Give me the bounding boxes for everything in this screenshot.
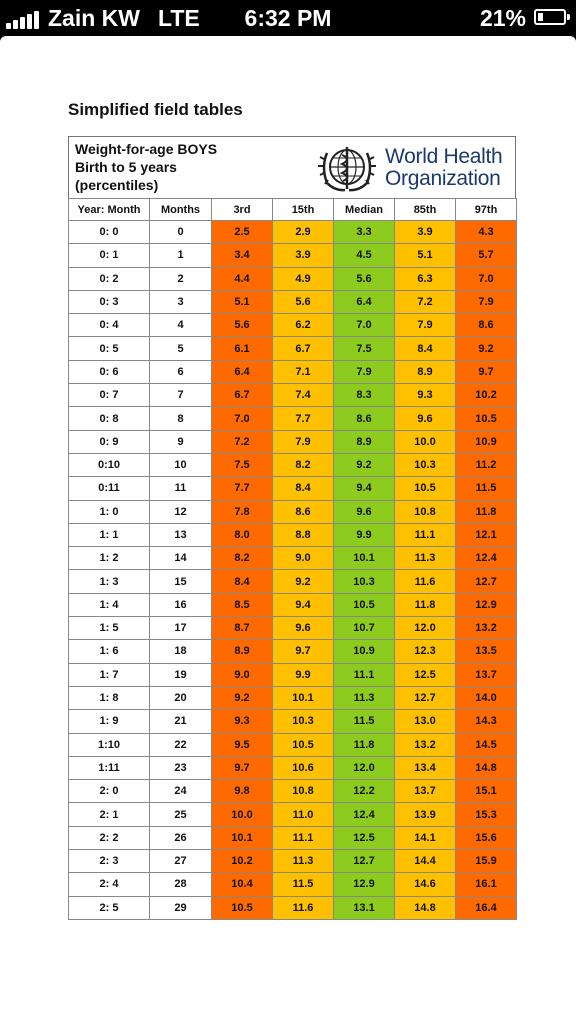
percentile-97th-cell: 10.2 bbox=[456, 384, 517, 407]
age-year-month-cell: 0: 7 bbox=[69, 384, 150, 407]
table-row bbox=[69, 640, 517, 663]
percentile-3rd-cell: 10.4 bbox=[212, 873, 273, 896]
age-months-cell: 5 bbox=[150, 337, 212, 360]
age-year-month-cell: 0: 4 bbox=[69, 314, 150, 337]
percentile-3rd-cell: 9.7 bbox=[212, 756, 273, 779]
age-months-cell: 11 bbox=[150, 477, 212, 500]
age-months-cell: 24 bbox=[150, 780, 212, 803]
percentile-97th-cell: 15.1 bbox=[456, 780, 517, 803]
who-logo bbox=[315, 143, 511, 195]
percentile-3rd-cell: 10.1 bbox=[212, 826, 273, 849]
median-cell: 10.9 bbox=[334, 640, 395, 663]
percentile-85th-cell: 13.2 bbox=[395, 733, 456, 756]
percentile-97th-cell: 12.4 bbox=[456, 547, 517, 570]
age-months-cell: 1 bbox=[150, 244, 212, 267]
percentile-97th-cell: 15.6 bbox=[456, 826, 517, 849]
age-year-month-cell: 1: 7 bbox=[69, 663, 150, 686]
age-months-cell: 18 bbox=[150, 640, 212, 663]
table-title-line: (percentiles) bbox=[75, 177, 159, 193]
percentile-85th-cell: 11.1 bbox=[395, 523, 456, 546]
document-viewer[interactable] bbox=[0, 36, 576, 1024]
percentile-85th-cell: 12.3 bbox=[395, 640, 456, 663]
percentile-15th-cell: 10.8 bbox=[273, 780, 334, 803]
median-cell: 13.1 bbox=[334, 896, 395, 919]
percentile-97th-cell: 9.2 bbox=[456, 337, 517, 360]
table-row bbox=[69, 896, 517, 919]
percentile-3rd-cell: 5.1 bbox=[212, 290, 273, 313]
table-row bbox=[69, 873, 517, 896]
column-header: 3rd bbox=[212, 199, 273, 221]
median-cell: 7.5 bbox=[334, 337, 395, 360]
table-row bbox=[69, 803, 517, 826]
age-months-cell: 4 bbox=[150, 314, 212, 337]
median-cell: 9.4 bbox=[334, 477, 395, 500]
percentile-85th-cell: 13.7 bbox=[395, 780, 456, 803]
column-header: Months bbox=[150, 199, 212, 221]
age-months-cell: 27 bbox=[150, 850, 212, 873]
percentile-15th-cell: 9.2 bbox=[273, 570, 334, 593]
percentile-97th-cell: 5.7 bbox=[456, 244, 517, 267]
table-title-line: Weight-for-age BOYS bbox=[75, 141, 218, 157]
percentile-85th-cell: 14.6 bbox=[395, 873, 456, 896]
table-row bbox=[69, 221, 517, 244]
age-months-cell: 6 bbox=[150, 360, 212, 383]
percentile-85th-cell: 7.2 bbox=[395, 290, 456, 313]
age-months-cell: 19 bbox=[150, 663, 212, 686]
median-cell: 9.9 bbox=[334, 523, 395, 546]
percentile-85th-cell: 3.9 bbox=[395, 221, 456, 244]
table-row bbox=[69, 593, 517, 616]
table-row bbox=[69, 500, 517, 523]
percentile-15th-cell: 6.7 bbox=[273, 337, 334, 360]
age-year-month-cell: 2: 1 bbox=[69, 803, 150, 826]
percentile-3rd-cell: 10.0 bbox=[212, 803, 273, 826]
median-cell: 5.6 bbox=[334, 267, 395, 290]
percentile-97th-cell: 11.8 bbox=[456, 500, 517, 523]
median-cell: 10.1 bbox=[334, 547, 395, 570]
table-row bbox=[69, 663, 517, 686]
percentile-15th-cell: 11.1 bbox=[273, 826, 334, 849]
percentile-85th-cell: 13.0 bbox=[395, 710, 456, 733]
percentile-3rd-cell: 6.7 bbox=[212, 384, 273, 407]
table-row bbox=[69, 570, 517, 593]
percentile-15th-cell: 11.5 bbox=[273, 873, 334, 896]
median-cell: 12.0 bbox=[334, 756, 395, 779]
percentile-15th-cell: 6.2 bbox=[273, 314, 334, 337]
age-months-cell: 7 bbox=[150, 384, 212, 407]
age-year-month-cell: 2: 5 bbox=[69, 896, 150, 919]
age-months-cell: 2 bbox=[150, 267, 212, 290]
percentile-97th-cell: 11.5 bbox=[456, 477, 517, 500]
age-year-month-cell: 2: 3 bbox=[69, 850, 150, 873]
percentile-3rd-cell: 7.0 bbox=[212, 407, 273, 430]
percentile-15th-cell: 2.9 bbox=[273, 221, 334, 244]
median-cell: 11.8 bbox=[334, 733, 395, 756]
age-months-cell: 10 bbox=[150, 453, 212, 476]
percentile-85th-cell: 13.9 bbox=[395, 803, 456, 826]
median-cell: 12.2 bbox=[334, 780, 395, 803]
percentile-97th-cell: 11.2 bbox=[456, 453, 517, 476]
document-heading: Simplified field tables bbox=[68, 100, 243, 119]
percentile-97th-cell: 13.2 bbox=[456, 617, 517, 640]
column-header: 97th bbox=[456, 199, 517, 221]
median-cell: 8.9 bbox=[334, 430, 395, 453]
percentile-15th-cell: 8.4 bbox=[273, 477, 334, 500]
who-emblem-icon bbox=[315, 143, 379, 195]
percentile-97th-cell: 14.5 bbox=[456, 733, 517, 756]
percentile-97th-cell: 12.7 bbox=[456, 570, 517, 593]
age-year-month-cell: 1: 8 bbox=[69, 686, 150, 709]
column-header: Year: Month bbox=[69, 199, 150, 221]
age-months-cell: 26 bbox=[150, 826, 212, 849]
percentile-3rd-cell: 7.5 bbox=[212, 453, 273, 476]
percentile-3rd-cell: 9.5 bbox=[212, 733, 273, 756]
median-cell: 11.1 bbox=[334, 663, 395, 686]
percentile-85th-cell: 14.4 bbox=[395, 850, 456, 873]
percentile-15th-cell: 9.0 bbox=[273, 547, 334, 570]
table-row bbox=[69, 360, 517, 383]
percentile-97th-cell: 7.9 bbox=[456, 290, 517, 313]
median-cell: 9.6 bbox=[334, 500, 395, 523]
table-row bbox=[69, 384, 517, 407]
percentile-97th-cell: 14.0 bbox=[456, 686, 517, 709]
column-header: 15th bbox=[273, 199, 334, 221]
percentile-85th-cell: 10.8 bbox=[395, 500, 456, 523]
age-months-cell: 22 bbox=[150, 733, 212, 756]
percentile-97th-cell: 16.4 bbox=[456, 896, 517, 919]
percentile-15th-cell: 10.5 bbox=[273, 733, 334, 756]
median-cell: 10.3 bbox=[334, 570, 395, 593]
percentile-3rd-cell: 7.8 bbox=[212, 500, 273, 523]
age-months-cell: 14 bbox=[150, 547, 212, 570]
age-months-cell: 20 bbox=[150, 686, 212, 709]
age-year-month-cell: 0: 1 bbox=[69, 244, 150, 267]
clock: 6:32 PM bbox=[244, 5, 332, 31]
age-year-month-cell: 0:11 bbox=[69, 477, 150, 500]
table-row bbox=[69, 826, 517, 849]
median-cell: 6.4 bbox=[334, 290, 395, 313]
percentile-15th-cell: 8.8 bbox=[273, 523, 334, 546]
age-year-month-cell: 0: 2 bbox=[69, 267, 150, 290]
percentile-85th-cell: 14.1 bbox=[395, 826, 456, 849]
column-header: Median bbox=[334, 199, 395, 221]
percentile-15th-cell: 7.7 bbox=[273, 407, 334, 430]
percentile-85th-cell: 11.6 bbox=[395, 570, 456, 593]
age-months-cell: 25 bbox=[150, 803, 212, 826]
percentile-3rd-cell: 10.2 bbox=[212, 850, 273, 873]
table-row bbox=[69, 686, 517, 709]
percentile-3rd-cell: 9.3 bbox=[212, 710, 273, 733]
percentile-3rd-cell: 3.4 bbox=[212, 244, 273, 267]
percentile-3rd-cell: 9.0 bbox=[212, 663, 273, 686]
column-header: 85th bbox=[395, 199, 456, 221]
age-year-month-cell: 1: 3 bbox=[69, 570, 150, 593]
who-name-line: Organization bbox=[385, 167, 501, 190]
percentile-15th-cell: 5.6 bbox=[273, 290, 334, 313]
percentile-85th-cell: 12.5 bbox=[395, 663, 456, 686]
percentile-97th-cell: 12.1 bbox=[456, 523, 517, 546]
table-row bbox=[69, 850, 517, 873]
percentile-85th-cell: 11.3 bbox=[395, 547, 456, 570]
percentile-97th-cell: 15.3 bbox=[456, 803, 517, 826]
table-row bbox=[69, 780, 517, 803]
percentile-15th-cell: 11.3 bbox=[273, 850, 334, 873]
age-months-cell: 16 bbox=[150, 593, 212, 616]
percentile-15th-cell: 11.0 bbox=[273, 803, 334, 826]
carrier-name: Zain KW bbox=[48, 5, 140, 31]
age-year-month-cell: 0: 8 bbox=[69, 407, 150, 430]
median-cell: 10.5 bbox=[334, 593, 395, 616]
age-months-cell: 23 bbox=[150, 756, 212, 779]
percentile-15th-cell: 10.3 bbox=[273, 710, 334, 733]
median-cell: 12.5 bbox=[334, 826, 395, 849]
percentile-3rd-cell: 8.2 bbox=[212, 547, 273, 570]
age-months-cell: 29 bbox=[150, 896, 212, 919]
age-year-month-cell: 1:10 bbox=[69, 733, 150, 756]
table-row bbox=[69, 407, 517, 430]
percentile-3rd-cell: 2.5 bbox=[212, 221, 273, 244]
growth-table-container bbox=[68, 136, 516, 920]
table-row bbox=[69, 733, 517, 756]
median-cell: 12.7 bbox=[334, 850, 395, 873]
table-title-line: Birth to 5 years bbox=[75, 159, 177, 175]
percentile-85th-cell: 6.3 bbox=[395, 267, 456, 290]
percentile-85th-cell: 9.6 bbox=[395, 407, 456, 430]
age-months-cell: 9 bbox=[150, 430, 212, 453]
age-year-month-cell: 1: 6 bbox=[69, 640, 150, 663]
percentile-85th-cell: 12.0 bbox=[395, 617, 456, 640]
percentile-85th-cell: 8.4 bbox=[395, 337, 456, 360]
median-cell: 7.0 bbox=[334, 314, 395, 337]
percentile-3rd-cell: 4.4 bbox=[212, 267, 273, 290]
percentile-3rd-cell: 8.7 bbox=[212, 617, 273, 640]
percentile-15th-cell: 4.9 bbox=[273, 267, 334, 290]
median-cell: 8.3 bbox=[334, 384, 395, 407]
age-year-month-cell: 2: 0 bbox=[69, 780, 150, 803]
table-row bbox=[69, 337, 517, 360]
percentile-97th-cell: 7.0 bbox=[456, 267, 517, 290]
age-year-month-cell: 0: 3 bbox=[69, 290, 150, 313]
age-year-month-cell: 2: 4 bbox=[69, 873, 150, 896]
percentile-15th-cell: 3.9 bbox=[273, 244, 334, 267]
age-months-cell: 15 bbox=[150, 570, 212, 593]
percentile-97th-cell: 16.1 bbox=[456, 873, 517, 896]
percentile-97th-cell: 4.3 bbox=[456, 221, 517, 244]
age-months-cell: 3 bbox=[150, 290, 212, 313]
percentile-97th-cell: 15.9 bbox=[456, 850, 517, 873]
median-cell: 11.3 bbox=[334, 686, 395, 709]
median-cell: 10.7 bbox=[334, 617, 395, 640]
percentile-15th-cell: 9.7 bbox=[273, 640, 334, 663]
percentile-97th-cell: 13.7 bbox=[456, 663, 517, 686]
percentile-3rd-cell: 7.2 bbox=[212, 430, 273, 453]
age-year-month-cell: 1: 4 bbox=[69, 593, 150, 616]
percentile-85th-cell: 8.9 bbox=[395, 360, 456, 383]
percentile-3rd-cell: 8.4 bbox=[212, 570, 273, 593]
percentile-15th-cell: 8.6 bbox=[273, 500, 334, 523]
age-year-month-cell: 0: 5 bbox=[69, 337, 150, 360]
median-cell: 12.9 bbox=[334, 873, 395, 896]
table-header-box bbox=[68, 136, 516, 198]
age-year-month-cell: 0: 9 bbox=[69, 430, 150, 453]
median-cell: 12.4 bbox=[334, 803, 395, 826]
percentile-15th-cell: 11.6 bbox=[273, 896, 334, 919]
age-year-month-cell: 1: 0 bbox=[69, 500, 150, 523]
age-months-cell: 8 bbox=[150, 407, 212, 430]
percentile-97th-cell: 14.8 bbox=[456, 756, 517, 779]
table-row bbox=[69, 314, 517, 337]
percentile-3rd-cell: 6.4 bbox=[212, 360, 273, 383]
percentile-97th-cell: 8.6 bbox=[456, 314, 517, 337]
percentile-15th-cell: 10.1 bbox=[273, 686, 334, 709]
age-year-month-cell: 0: 0 bbox=[69, 221, 150, 244]
percentile-85th-cell: 5.1 bbox=[395, 244, 456, 267]
age-year-month-cell: 1:11 bbox=[69, 756, 150, 779]
who-name-line: World Health bbox=[385, 145, 503, 168]
percentile-3rd-cell: 10.5 bbox=[212, 896, 273, 919]
percentile-15th-cell: 9.6 bbox=[273, 617, 334, 640]
percentile-97th-cell: 12.9 bbox=[456, 593, 517, 616]
age-months-cell: 13 bbox=[150, 523, 212, 546]
percentile-85th-cell: 10.5 bbox=[395, 477, 456, 500]
median-cell: 8.6 bbox=[334, 407, 395, 430]
age-year-month-cell: 0:10 bbox=[69, 453, 150, 476]
percentile-85th-cell: 9.3 bbox=[395, 384, 456, 407]
table-row bbox=[69, 477, 517, 500]
age-months-cell: 28 bbox=[150, 873, 212, 896]
percentile-15th-cell: 7.9 bbox=[273, 430, 334, 453]
status-bar bbox=[0, 0, 576, 36]
table-row bbox=[69, 547, 517, 570]
percentile-15th-cell: 7.4 bbox=[273, 384, 334, 407]
percentile-85th-cell: 14.8 bbox=[395, 896, 456, 919]
median-cell: 9.2 bbox=[334, 453, 395, 476]
percentile-85th-cell: 7.9 bbox=[395, 314, 456, 337]
who-name bbox=[385, 146, 502, 190]
age-months-cell: 12 bbox=[150, 500, 212, 523]
percentile-15th-cell: 9.4 bbox=[273, 593, 334, 616]
table-title bbox=[75, 140, 217, 194]
table-row bbox=[69, 453, 517, 476]
table-header-row bbox=[69, 199, 517, 221]
percentile-3rd-cell: 7.7 bbox=[212, 477, 273, 500]
age-months-cell: 21 bbox=[150, 710, 212, 733]
table-row bbox=[69, 523, 517, 546]
percentile-3rd-cell: 9.2 bbox=[212, 686, 273, 709]
percentile-3rd-cell: 9.8 bbox=[212, 780, 273, 803]
age-year-month-cell: 1: 1 bbox=[69, 523, 150, 546]
age-year-month-cell: 0: 6 bbox=[69, 360, 150, 383]
age-year-month-cell: 1: 9 bbox=[69, 710, 150, 733]
percentile-3rd-cell: 5.6 bbox=[212, 314, 273, 337]
percentile-3rd-cell: 8.5 bbox=[212, 593, 273, 616]
median-cell: 4.5 bbox=[334, 244, 395, 267]
table-row bbox=[69, 756, 517, 779]
table-row bbox=[69, 710, 517, 733]
battery-percent: 21% bbox=[479, 5, 526, 31]
table-row bbox=[69, 267, 517, 290]
percentile-85th-cell: 12.7 bbox=[395, 686, 456, 709]
age-months-cell: 0 bbox=[150, 221, 212, 244]
percentile-85th-cell: 11.8 bbox=[395, 593, 456, 616]
age-year-month-cell: 1: 2 bbox=[69, 547, 150, 570]
age-year-month-cell: 2: 2 bbox=[69, 826, 150, 849]
percentile-97th-cell: 13.5 bbox=[456, 640, 517, 663]
percentile-15th-cell: 7.1 bbox=[273, 360, 334, 383]
median-cell: 7.9 bbox=[334, 360, 395, 383]
battery-icon bbox=[534, 9, 566, 25]
percentile-85th-cell: 10.0 bbox=[395, 430, 456, 453]
percentile-97th-cell: 10.5 bbox=[456, 407, 517, 430]
network-type: LTE bbox=[158, 5, 200, 31]
percentile-97th-cell: 14.3 bbox=[456, 710, 517, 733]
percentile-15th-cell: 8.2 bbox=[273, 453, 334, 476]
percentile-3rd-cell: 8.9 bbox=[212, 640, 273, 663]
median-cell: 3.3 bbox=[334, 221, 395, 244]
percentile-97th-cell: 9.7 bbox=[456, 360, 517, 383]
median-cell: 11.5 bbox=[334, 710, 395, 733]
age-months-cell: 17 bbox=[150, 617, 212, 640]
table-row bbox=[69, 617, 517, 640]
table-row bbox=[69, 290, 517, 313]
percentile-3rd-cell: 6.1 bbox=[212, 337, 273, 360]
table-row bbox=[69, 244, 517, 267]
percentile-97th-cell: 10.9 bbox=[456, 430, 517, 453]
percentile-3rd-cell: 8.0 bbox=[212, 523, 273, 546]
table-row bbox=[69, 430, 517, 453]
percentile-15th-cell: 10.6 bbox=[273, 756, 334, 779]
percentile-85th-cell: 13.4 bbox=[395, 756, 456, 779]
age-year-month-cell: 1: 5 bbox=[69, 617, 150, 640]
percentile-85th-cell: 10.3 bbox=[395, 453, 456, 476]
weight-for-age-table bbox=[68, 198, 517, 920]
percentile-15th-cell: 9.9 bbox=[273, 663, 334, 686]
